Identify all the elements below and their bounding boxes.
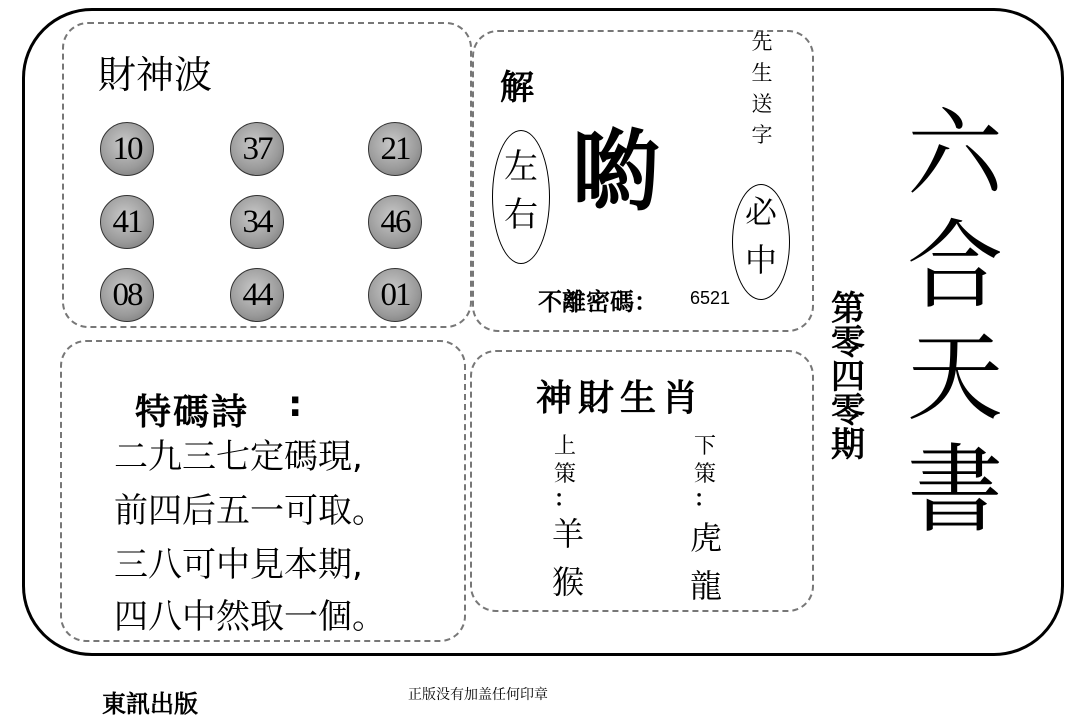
lower-strategy-label xyxy=(690,436,720,510)
label-char: ： xyxy=(693,486,716,512)
poem-line: 三八可中見本期, xyxy=(114,545,363,585)
label-char: 下 xyxy=(693,434,716,459)
upper-strategy-values xyxy=(548,515,588,601)
bizhong-text xyxy=(738,193,784,279)
issue-number xyxy=(826,289,870,465)
number-ball: 37 xyxy=(230,122,284,176)
label-char: ： xyxy=(553,486,576,512)
poem-title-colon: : xyxy=(288,384,303,425)
poem-line: 二九三七定碼現, xyxy=(114,437,363,477)
issue-char: 零 xyxy=(831,391,865,431)
puzzle-character: 喲 xyxy=(572,120,661,223)
issue-char: 第 xyxy=(831,289,865,329)
gift-char: 字 xyxy=(751,123,773,147)
left-char: 左 xyxy=(504,147,538,187)
gift-char: 先 xyxy=(751,30,773,54)
jie-label: 解 xyxy=(500,68,534,108)
number-ball: 01 xyxy=(368,268,422,322)
zodiac-char: 虎 xyxy=(689,519,722,557)
shengxiao-title: 神財生肖 xyxy=(536,378,705,419)
issue-char: 期 xyxy=(831,425,865,465)
right-char: 右 xyxy=(504,195,538,235)
authenticity-notice: 正版没有加盖任何印章 xyxy=(408,687,548,703)
number-ball: 21 xyxy=(368,122,422,176)
zodiac-char: 龍 xyxy=(689,567,722,605)
issue-char: 四 xyxy=(831,357,865,397)
label-char: 上 xyxy=(553,434,576,459)
label-char: 策 xyxy=(693,462,716,487)
zodiac-char: 猴 xyxy=(551,563,584,601)
title-char: 六 xyxy=(907,98,1003,210)
left-right-text xyxy=(498,147,544,235)
number-ball: 08 xyxy=(100,268,154,322)
title-char: 書 xyxy=(907,434,1003,546)
buli-code: 6521 xyxy=(690,288,731,308)
issue-char: 零 xyxy=(831,323,865,363)
poem-line: 四八中然取一個。 xyxy=(114,597,386,637)
label-char: 策 xyxy=(553,462,576,487)
upper-strategy-label xyxy=(550,436,580,510)
gift-char: 生 xyxy=(751,61,773,85)
gift-char: 送 xyxy=(751,92,773,116)
bizhong-char: 中 xyxy=(744,241,777,279)
number-ball: 10 xyxy=(100,122,154,176)
buli-label: 不離密碼： xyxy=(538,288,658,316)
number-ball: 44 xyxy=(230,268,284,322)
bizhong-char: 必 xyxy=(744,193,777,231)
lower-strategy-values xyxy=(686,519,726,605)
caishenbo-title: 財神波 xyxy=(98,53,213,97)
main-title xyxy=(900,98,1010,546)
title-char: 合 xyxy=(907,210,1003,322)
number-ball: 34 xyxy=(230,195,284,249)
zodiac-char: 羊 xyxy=(551,515,584,553)
publisher: 東訊出版 xyxy=(102,690,198,718)
title-char: 天 xyxy=(907,322,1003,434)
poem-title: 特碼詩 xyxy=(135,392,250,433)
number-ball: 41 xyxy=(100,195,154,249)
gift-text xyxy=(744,32,780,146)
poem-line: 前四后五一可取。 xyxy=(114,491,386,531)
number-ball: 46 xyxy=(368,195,422,249)
